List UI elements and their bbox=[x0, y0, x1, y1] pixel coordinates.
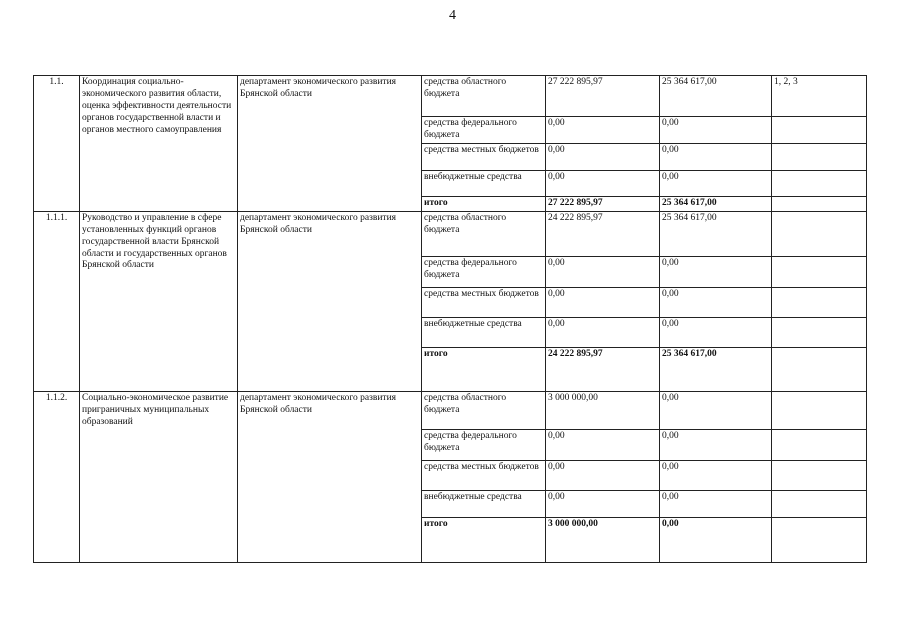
target-indicators bbox=[772, 144, 867, 171]
section-name: Социально-экономическое развитие приграничных муниципальных образований bbox=[80, 391, 238, 562]
section-number: 1.1.1. bbox=[34, 211, 80, 391]
funding-source: средства местных бюджетов bbox=[422, 144, 546, 171]
target-indicators bbox=[772, 347, 867, 391]
page-number: 4 bbox=[449, 8, 456, 23]
table-row bbox=[34, 211, 867, 256]
funding-source: средства федерального бюджета bbox=[422, 117, 546, 144]
funding-source: внебюджетные средства bbox=[422, 171, 546, 197]
funding-source: внебюджетные средства bbox=[422, 317, 546, 347]
funding-source: средства местных бюджетов bbox=[422, 460, 546, 490]
funding-source-total: итого bbox=[422, 197, 546, 212]
amount-year-1: 0,00 bbox=[546, 317, 660, 347]
amount-year-1-total: 27 222 895,97 bbox=[546, 197, 660, 212]
amount-year-1-total: 3 000 000,00 bbox=[546, 517, 660, 562]
amount-year-1: 0,00 bbox=[546, 256, 660, 287]
target-indicators bbox=[772, 256, 867, 287]
amount-year-1: 24 222 895,97 bbox=[546, 211, 660, 256]
amount-year-1: 0,00 bbox=[546, 287, 660, 317]
amount-year-2: 0,00 bbox=[660, 144, 772, 171]
section-number: 1.1.2. bbox=[34, 391, 80, 562]
amount-year-2: 0,00 bbox=[660, 391, 772, 429]
target-indicators bbox=[772, 317, 867, 347]
target-indicators bbox=[772, 117, 867, 144]
funding-source: средства местных бюджетов bbox=[422, 287, 546, 317]
target-indicators bbox=[772, 460, 867, 490]
funding-source-total: итого bbox=[422, 347, 546, 391]
funding-source: средства областного бюджета bbox=[422, 211, 546, 256]
amount-year-2: 0,00 bbox=[660, 287, 772, 317]
target-indicators bbox=[772, 287, 867, 317]
amount-year-1: 27 222 895,97 bbox=[546, 76, 660, 117]
table-body bbox=[34, 76, 867, 563]
amount-year-2: 0,00 bbox=[660, 429, 772, 460]
amount-year-2: 0,00 bbox=[660, 460, 772, 490]
target-indicators bbox=[772, 429, 867, 460]
amount-year-1-total: 24 222 895,97 bbox=[546, 347, 660, 391]
section-executor: департамент экономического развития Брянской области bbox=[238, 76, 422, 212]
table-row bbox=[34, 391, 867, 429]
section-executor: департамент экономического развития Брянской области bbox=[238, 211, 422, 391]
amount-year-2-total: 25 364 617,00 bbox=[660, 197, 772, 212]
amount-year-2: 25 364 617,00 bbox=[660, 211, 772, 256]
amount-year-2: 0,00 bbox=[660, 171, 772, 197]
funding-source: средства областного бюджета bbox=[422, 76, 546, 117]
target-indicators: 1, 2, 3 bbox=[772, 76, 867, 117]
funding-source: внебюджетные средства bbox=[422, 490, 546, 517]
section-number: 1.1. bbox=[34, 76, 80, 212]
funding-source-total: итого bbox=[422, 517, 546, 562]
amount-year-1: 0,00 bbox=[546, 460, 660, 490]
amount-year-2: 0,00 bbox=[660, 256, 772, 287]
amount-year-2-total: 0,00 bbox=[660, 517, 772, 562]
target-indicators bbox=[772, 171, 867, 197]
amount-year-1: 0,00 bbox=[546, 144, 660, 171]
amount-year-1: 0,00 bbox=[546, 117, 660, 144]
target-indicators bbox=[772, 490, 867, 517]
table-row bbox=[34, 76, 867, 117]
target-indicators bbox=[772, 391, 867, 429]
amount-year-2: 25 364 617,00 bbox=[660, 76, 772, 117]
section-executor: департамент экономического развития Брянской области bbox=[238, 391, 422, 562]
amount-year-2-total: 25 364 617,00 bbox=[660, 347, 772, 391]
amount-year-2: 0,00 bbox=[660, 490, 772, 517]
amount-year-1: 0,00 bbox=[546, 490, 660, 517]
budget-table bbox=[33, 75, 867, 563]
amount-year-1: 0,00 bbox=[546, 429, 660, 460]
funding-source: средства областного бюджета bbox=[422, 391, 546, 429]
funding-source: средства федерального бюджета bbox=[422, 256, 546, 287]
funding-source: средства федерального бюджета bbox=[422, 429, 546, 460]
target-indicators bbox=[772, 197, 867, 212]
amount-year-1: 3 000 000,00 bbox=[546, 391, 660, 429]
section-name: Координация социально-экономического развития области, оценка эффективности деятельности органов государственной власти и органов местного самоуправления bbox=[80, 76, 238, 212]
amount-year-2: 0,00 bbox=[660, 117, 772, 144]
amount-year-1: 0,00 bbox=[546, 171, 660, 197]
section-name: Руководство и управление в сфере установленных функций органов государственной власти Брянской области и государственных органов Брянской области bbox=[80, 211, 238, 391]
target-indicators bbox=[772, 211, 867, 256]
amount-year-2: 0,00 bbox=[660, 317, 772, 347]
target-indicators bbox=[772, 517, 867, 562]
